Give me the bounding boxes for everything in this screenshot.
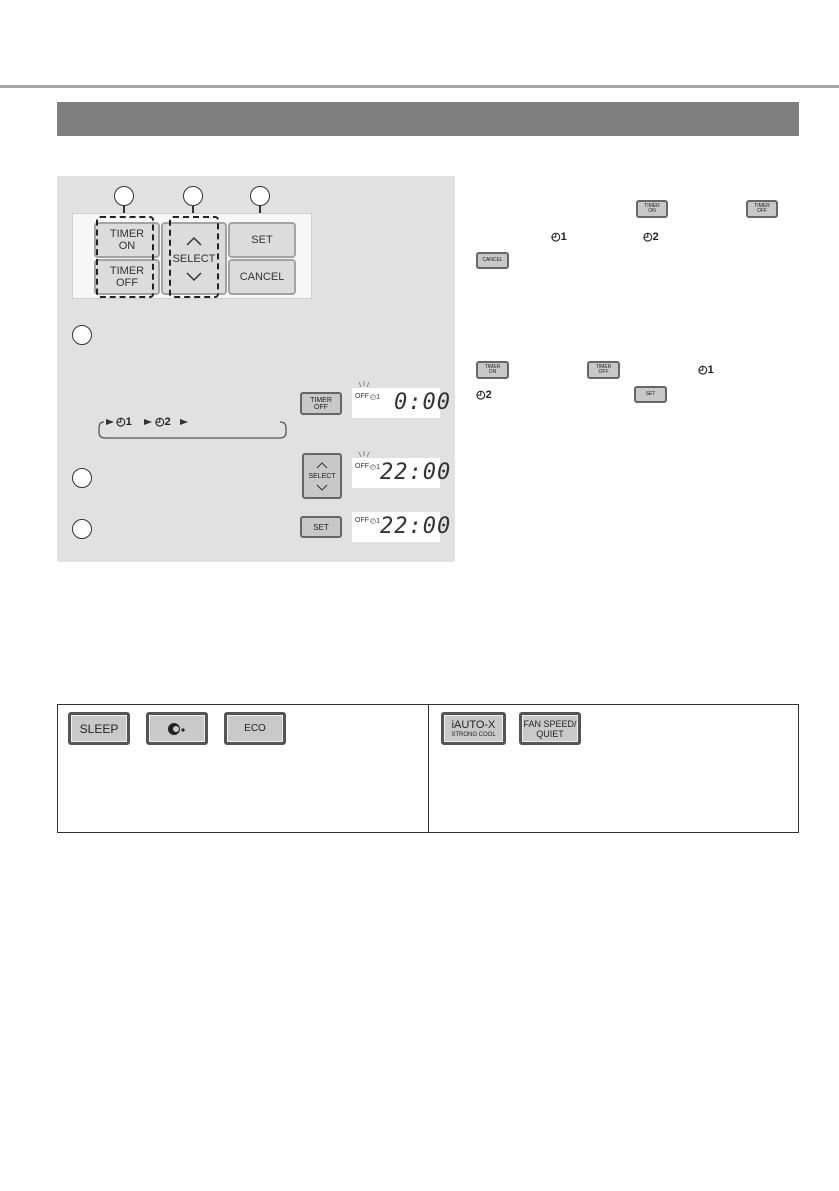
chevron-up-icon [315,461,329,469]
inline-timer-on-button: TIMER ON [636,200,668,218]
blink-icon [355,380,371,394]
inline-timer-2 [643,230,659,243]
section-title-bar [57,102,799,136]
inline-cancel-button: CANCEL [476,252,509,269]
strong-cool-label: STRONG COOL [451,731,496,738]
inline-set-button: SET [634,386,667,403]
cycle-timer-2-label: 2 [164,416,171,428]
step-1-circle [72,325,92,345]
timer-on-button[interactable]: TIMER ON [94,222,160,258]
lcd-off-tag: OFF [355,517,369,524]
lcd-off-tag: OFF [355,463,369,470]
fan-speed-quiet-button[interactable]: FAN SPEED/ QUIET [519,712,581,745]
lcd-time: 22:00 [380,460,452,485]
feature-table-divider [428,704,429,833]
nanoe-button[interactable] [146,712,208,745]
step3-lcd-display [352,512,452,542]
lcd-off-tag: OFF [355,393,369,400]
inline-timer-on-button-2: TIMER ON [476,361,509,379]
iauto-x-label: iAUTO-X [451,718,496,731]
sleep-button[interactable]: SLEEP [68,712,130,745]
inline-timer-1b-label: 1 [707,364,714,376]
lcd-time: 0:00 [394,390,451,415]
select-group-highlight [169,216,219,298]
step-2-circle [72,468,92,488]
step3-set-button[interactable]: SET [300,516,342,538]
clock-icon: ◴1 [370,464,381,471]
step2-select-button[interactable] [302,453,342,499]
cycle-timer-1 [116,415,132,428]
inline-timer-2b-label: 2 [485,389,492,401]
blink-icon [355,450,371,464]
inline-timer-off-button-2: TIMER OFF [587,361,620,379]
lcd-time: 22:00 [380,514,452,539]
clock-icon: ◴ [643,231,653,243]
timer-off-button[interactable]: TIMER OFF [94,259,160,295]
cancel-button[interactable]: CANCEL [228,259,296,295]
inline-timer-1-b [698,363,714,376]
cycle-timer-1-label: 1 [125,416,132,428]
timer-group-highlight [96,216,154,298]
eco-button[interactable]: ECO [224,712,286,745]
cycle-timer-2 [155,415,171,428]
clock-icon: ◴1 [370,518,381,525]
chevron-down-icon [315,484,329,492]
step2-select-label: SELECT [308,472,336,480]
header-rule [0,85,839,88]
iauto-x-button[interactable] [441,712,506,745]
callout-2-circle [183,186,203,206]
inline-timer-1 [551,230,567,243]
clock-icon: ◴1 [370,394,381,401]
callout-3-circle [250,186,270,206]
clock-icon: ◴ [476,389,486,401]
nanoe-icon [166,722,188,736]
select-button-label: SELECT [172,252,216,265]
step1-timer-off-button[interactable]: TIMER OFF [300,392,342,415]
inline-timer-1-label: 1 [560,231,567,243]
inline-timer-off-button: TIMER OFF [746,200,778,218]
callout-1-circle [114,186,134,206]
set-button[interactable]: SET [228,222,296,258]
clock-icon: ◴ [116,416,126,428]
clock-icon: ◴ [698,364,708,376]
clock-icon: ◴ [551,231,561,243]
clock-icon: ◴ [155,416,165,428]
step-3-circle [72,519,92,539]
inline-timer-2-b [476,388,492,401]
inline-timer-2-label: 2 [652,231,659,243]
